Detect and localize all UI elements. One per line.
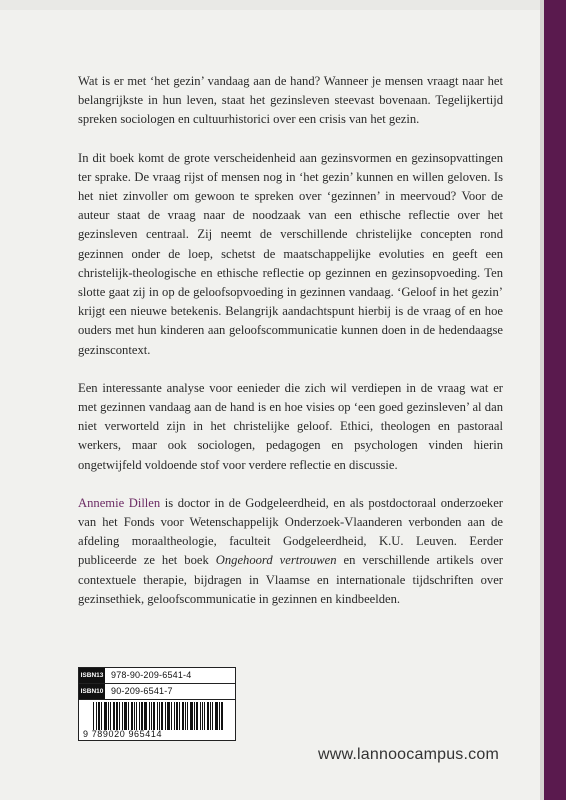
barcode-bar: [176, 702, 178, 730]
barcode-bar: [200, 702, 201, 730]
barcode-bar: [101, 702, 102, 730]
paragraph-summary: In dit boek komt de grote verscheidenheid aan gezinsvormen en gezinsopvattingen ter sprake. De vraag rijst of mensen nog in ‘het gezin’ kunnen en willen geloven. Is het niet zinvoller om gewoon te spreken over ‘gezinnen’ in meervoud? Voor de auteur staat de vraag naar de noodzaak van een ethische reflectie over het gezinsleven centraal. Zij neemt de verschillende christelijke concepten rond gezinnen onder de loep, schetst de maatschappelijke evoluties en geeft een christelijk-theologische en ethische reflectie op gezinnen en gezinsopvoeding. Ten slotte gaat zij in op de geloofsopvoeding in gezinnen vandaag. ‘Geloof in het gezin’ krijgt een nieuwe betekenis. Belangrijk aandachtspunt hierbij is de vraag of en hoe ouders met hun kinderen aan geloofscommunicatie kunnen doen in de hedendaagse gezinscontext.: [78, 150, 503, 357]
barcode-bar: [157, 702, 158, 730]
isbn10-row: [79, 684, 235, 700]
barcode-bar: [182, 702, 184, 730]
barcode-bar: [128, 702, 129, 730]
barcode-bar: [139, 702, 140, 730]
barcode-bar: [212, 702, 213, 730]
barcode-bar: [165, 702, 166, 730]
barcode-bar: [96, 702, 97, 730]
barcode-bar: [136, 702, 137, 730]
author-bio-text-1: is doctor in de Godgeleerdheid, en als postdoctoraal onderzoeker van het Fonds voor Wetenschappelijk Onderzoek-Vlaanderen verbonden aan de afdeling moraaltheologie, faculteit Godgeleerdheid, K.U. Leuven. Eerder publiceerde ze het boek: [78, 495, 503, 568]
barcode-bar: [144, 702, 147, 730]
barcode-bar: [179, 702, 180, 730]
barcode-bar: [171, 702, 172, 730]
barcode-bar: [122, 702, 123, 730]
barcode-bar: [221, 702, 223, 730]
barcode-bar: [219, 702, 220, 730]
barcode-bar: [151, 702, 152, 730]
blurb: [78, 72, 503, 628]
publisher-website: www.lannoocampus.com: [318, 746, 499, 763]
barcode-bar: [124, 702, 127, 730]
isbn10-label: ISBN10: [79, 684, 105, 699]
isbn10-value: 90-209-6541-7: [111, 686, 173, 696]
spine: [544, 0, 566, 800]
barcode-bar: [210, 702, 211, 730]
previous-book-title: Ongehoord vertrouwen: [215, 553, 337, 568]
barcode-bar: [161, 702, 163, 730]
barcode-bar: [113, 702, 115, 730]
barcode-bar: [215, 702, 218, 730]
author-name: Annemie Dillen: [78, 495, 161, 510]
isbn13-value: 978-90-209-6541-4: [111, 670, 192, 680]
barcode: [93, 702, 231, 730]
page-top-edge: [0, 0, 566, 10]
isbn-barcode-block: [78, 667, 236, 741]
barcode-bar: [187, 702, 188, 730]
paragraph-audience: Een interessante analyse voor eenieder die zich wil verdiepen in de vraag wat er met gezinnen vandaag aan de hand is en hoe visies op ‘een goed gezinsleven’ al dan niet verworteld zijn in het christelijke geloof. Ethici, theologen en pastoraal werkers, maar ook sociologen, pedagogen en psychologen vinden hierin ongetwijfeld voldoende stof voor verdere reflectie en discussie.: [78, 380, 503, 472]
barcode-bar: [110, 702, 111, 730]
barcode-bar: [93, 702, 94, 730]
barcode-bar: [202, 702, 203, 730]
barcode-bar: [119, 702, 120, 730]
barcode-number: 9 789020 965414: [83, 729, 163, 739]
barcode-bar: [196, 702, 198, 730]
barcode-bar: [141, 702, 143, 730]
barcode-bar: [174, 702, 175, 730]
barcode-bar: [185, 702, 186, 730]
paragraph-intro: Wat is er met ‘het gezin’ vandaag aan de hand? Wanneer je mensen vraagt naar het belangrijkste in hun leven, staat het gezinsleven steevast bovenaan. Tegelijkertijd spreken sociologen en cultuurhistorici over een crisis van het gezin.: [78, 74, 503, 127]
author-bio-text-2: en verschillende artikels over contextuele therapie, bijdragen in Vlaamse en internationale tijdschriften over gezinsethiek, geloofscommunicatie in gezinnen en kindbeelden.: [78, 553, 503, 606]
barcode-bar: [98, 702, 100, 730]
barcode-bar: [204, 702, 205, 730]
barcode-bar: [131, 702, 133, 730]
barcode-bar: [190, 702, 193, 730]
barcode-bar: [149, 702, 150, 730]
barcode-bar: [108, 702, 109, 730]
barcode-bar: [116, 702, 118, 730]
barcode-bar: [159, 702, 160, 730]
barcode-bar: [104, 702, 107, 730]
isbn13-row: [79, 668, 235, 684]
author-bio: [78, 494, 503, 609]
barcode-bar: [194, 702, 195, 730]
barcode-bar: [153, 702, 155, 730]
barcode-bar: [167, 702, 170, 730]
isbn13-label: ISBN13: [79, 668, 105, 683]
barcode-bar: [207, 702, 209, 730]
barcode-bar: [134, 702, 135, 730]
